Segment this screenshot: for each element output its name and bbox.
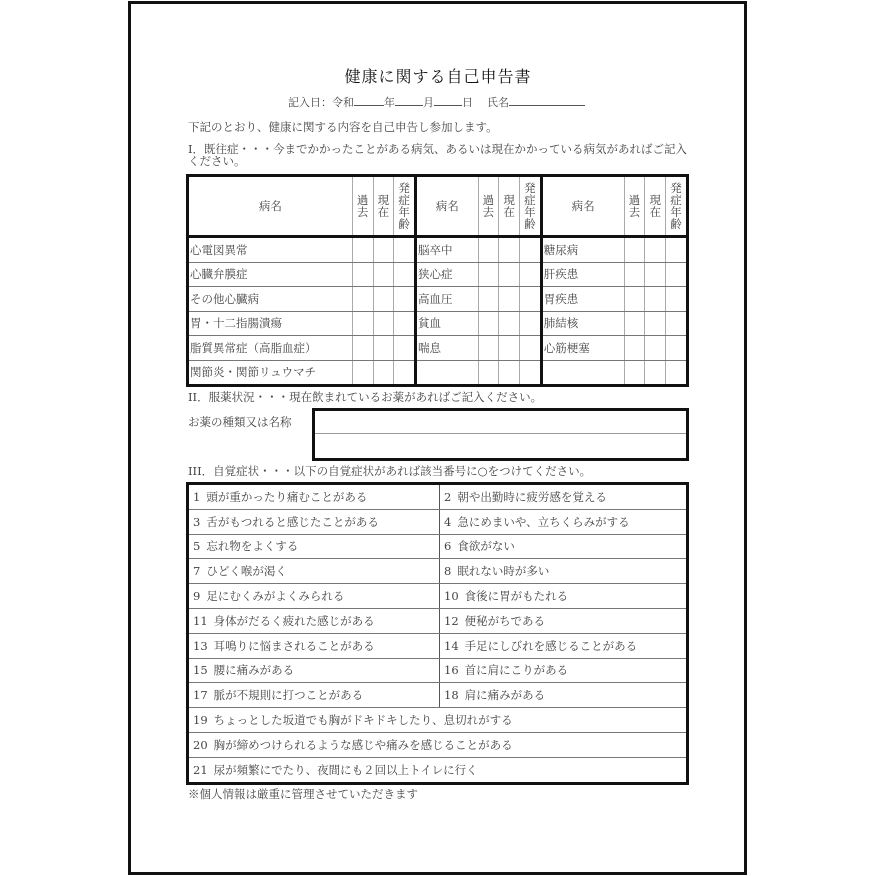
col-onset-age: 発 症 年 齢 <box>394 176 416 237</box>
symptom-number[interactable]: 14 <box>444 638 459 653</box>
table-row <box>188 732 688 757</box>
onset-age-checkbox-cell[interactable] <box>666 237 688 263</box>
medication-field-box <box>312 408 689 461</box>
disease-name-cell: 糖尿病 <box>541 237 624 263</box>
current-checkbox-cell[interactable] <box>499 237 520 263</box>
symptom-item[interactable] <box>188 584 440 609</box>
current-checkbox-cell[interactable] <box>373 360 394 386</box>
onset-age-checkbox-cell[interactable] <box>394 360 416 386</box>
col-onset-age: 発 症 年 齢 <box>519 176 541 237</box>
col-past: 過 去 <box>478 176 499 237</box>
symptom-number[interactable]: 3 <box>193 514 201 529</box>
current-checkbox-cell[interactable] <box>645 262 666 287</box>
past-checkbox-cell[interactable] <box>478 311 499 336</box>
past-checkbox-cell[interactable] <box>352 237 373 263</box>
symptom-item[interactable] <box>188 559 440 584</box>
symptom-text: 忘れ物をよくする <box>206 539 299 554</box>
onset-age-checkbox-cell[interactable] <box>666 311 688 336</box>
symptom-number[interactable]: 4 <box>444 514 452 529</box>
past-checkbox-cell[interactable] <box>352 262 373 287</box>
disease-name-cell: 脂質異常症（高脂血症） <box>188 336 353 361</box>
col-current: 現 在 <box>499 176 520 237</box>
current-checkbox-cell[interactable] <box>373 262 394 287</box>
disease-name-cell <box>541 360 624 386</box>
month-field[interactable] <box>395 95 423 106</box>
symptom-item[interactable] <box>440 584 688 609</box>
symptom-text: 肩に痛みがある <box>464 688 546 703</box>
symptom-item[interactable] <box>188 683 440 708</box>
table-row <box>188 484 688 510</box>
symptom-text: 眠れない時が多い <box>457 564 550 579</box>
symptom-text: 胸が締めつけられるような感じや痛みを感じることがある <box>213 737 513 752</box>
symptom-text: ひどく喉が渇く <box>206 564 287 579</box>
col-past: 過 去 <box>352 176 373 237</box>
col-disease-name: 病名 <box>415 176 478 237</box>
onset-age-checkbox-cell[interactable] <box>519 311 541 336</box>
onset-age-checkbox-cell[interactable] <box>394 287 416 312</box>
current-checkbox-cell[interactable] <box>499 336 520 361</box>
current-checkbox-cell[interactable] <box>373 287 394 312</box>
medical-history-table <box>186 174 689 387</box>
symptom-item[interactable] <box>440 633 688 658</box>
symptom-number[interactable]: 20 <box>193 737 208 752</box>
col-onset-age: 発 症 年 齢 <box>666 176 688 237</box>
year-label: 年 <box>384 96 395 109</box>
disease-name-cell: 肝疾患 <box>541 262 624 287</box>
past-checkbox-cell[interactable] <box>624 287 645 312</box>
document-title: 健康に関する自己申告書 <box>344 67 532 86</box>
onset-age-checkbox-cell[interactable] <box>519 237 541 263</box>
disease-name-cell: 貧血 <box>415 311 478 336</box>
disease-name-cell: 狭心症 <box>415 262 478 287</box>
onset-age-checkbox-cell[interactable] <box>394 336 416 361</box>
date-name-line <box>288 94 585 110</box>
symptom-item[interactable] <box>440 534 688 559</box>
table-row <box>188 757 688 783</box>
current-checkbox-cell[interactable] <box>373 237 394 263</box>
symptom-number[interactable]: 11 <box>193 613 208 628</box>
table-row <box>188 509 688 534</box>
symptom-text: 食欲がない <box>457 539 515 554</box>
symptom-item[interactable] <box>440 559 688 584</box>
table-row <box>188 336 688 361</box>
table-header-row <box>188 176 688 237</box>
disease-name-cell: 高血圧 <box>415 287 478 312</box>
symptom-number[interactable]: 12 <box>444 613 459 628</box>
table-row <box>188 633 688 658</box>
current-checkbox-cell[interactable] <box>499 360 520 386</box>
disease-name-cell: 心電図異常 <box>188 237 353 263</box>
symptom-text: 脈が不規則に打つことがある <box>213 688 364 703</box>
symptom-text: 舌がもつれると感じたことがある <box>206 514 379 529</box>
symptom-item[interactable] <box>188 608 440 633</box>
table-row <box>188 683 688 708</box>
symptom-number[interactable]: 1 <box>193 489 201 504</box>
disease-name-cell: 脳卒中 <box>415 237 478 263</box>
section1-heading: I．既往症・・・今までかかったことがある病気、あるいは現在かかっている病気があればご記入ください。 <box>188 142 688 168</box>
disease-name-cell: 喘息 <box>415 336 478 361</box>
onset-age-checkbox-cell[interactable] <box>394 262 416 287</box>
past-checkbox-cell[interactable] <box>352 287 373 312</box>
table-row <box>188 237 688 263</box>
current-checkbox-cell[interactable] <box>645 287 666 312</box>
current-checkbox-cell[interactable] <box>373 336 394 361</box>
current-checkbox-cell[interactable] <box>499 262 520 287</box>
onset-age-checkbox-cell[interactable] <box>666 360 688 386</box>
symptom-item[interactable] <box>440 484 688 510</box>
current-checkbox-cell[interactable] <box>499 311 520 336</box>
col-disease-name: 病名 <box>541 176 624 237</box>
year-field[interactable] <box>354 95 384 106</box>
disease-name-cell <box>415 360 478 386</box>
symptom-number[interactable]: 16 <box>444 663 459 678</box>
symptom-text: 急にめまいや、立ちくらみがする <box>457 514 630 529</box>
disease-name-cell: 心臓弁膜症 <box>188 262 353 287</box>
symptom-text: ちょっとした坂道でも胸がドキドキしたり、息切れがする <box>213 713 513 728</box>
section2-heading: II．服薬状況・・・現在飲まれているお薬があればご記入ください。 <box>188 390 543 404</box>
past-checkbox-cell[interactable] <box>624 360 645 386</box>
onset-age-checkbox-cell[interactable] <box>519 287 541 312</box>
col-disease-name: 病名 <box>188 176 353 237</box>
current-checkbox-cell[interactable] <box>499 287 520 312</box>
table-row <box>188 311 688 336</box>
symptom-text: 首に肩にこりがある <box>464 663 569 678</box>
table-row <box>188 262 688 287</box>
col-current: 現 在 <box>373 176 394 237</box>
table-row <box>188 608 688 633</box>
symptom-number[interactable]: 21 <box>193 762 208 777</box>
symptom-number[interactable]: 13 <box>193 638 208 653</box>
symptom-number[interactable]: 19 <box>193 713 208 728</box>
symptom-item[interactable] <box>188 658 440 683</box>
symptom-item[interactable] <box>188 509 440 534</box>
symptom-text: 朝や出勤時に疲労感を覚える <box>457 489 607 504</box>
current-checkbox-cell[interactable] <box>645 336 666 361</box>
past-checkbox-cell[interactable] <box>478 360 499 386</box>
symptom-item[interactable] <box>188 708 688 733</box>
symptom-item[interactable] <box>440 683 688 708</box>
symptom-number[interactable]: 9 <box>193 589 201 604</box>
symptom-item[interactable] <box>440 608 688 633</box>
symptoms-table <box>186 482 689 785</box>
symptom-item[interactable] <box>188 732 688 757</box>
symptom-item[interactable] <box>440 658 688 683</box>
symptom-number[interactable]: 7 <box>193 564 201 579</box>
symptom-text: 頭が重かったり痛むことがある <box>206 489 368 504</box>
onset-age-checkbox-cell[interactable] <box>666 262 688 287</box>
table-row <box>188 658 688 683</box>
past-checkbox-cell[interactable] <box>478 262 499 287</box>
past-checkbox-cell[interactable] <box>478 237 499 263</box>
day-field[interactable] <box>434 95 462 106</box>
symptom-text: 腰に痛みがある <box>213 663 295 678</box>
symptom-text: 尿が頻繁にでたり、夜間にも２回以上トイレに行く <box>213 762 478 777</box>
medication-input-2[interactable] <box>315 434 686 458</box>
past-checkbox-cell[interactable] <box>624 311 645 336</box>
name-field[interactable] <box>509 95 585 106</box>
date-label: 記入日：令和 <box>288 96 354 109</box>
past-checkbox-cell[interactable] <box>624 262 645 287</box>
table-row <box>188 708 688 733</box>
disease-name-cell: 胃疾患 <box>541 287 624 312</box>
past-checkbox-cell[interactable] <box>624 336 645 361</box>
section3-heading: III．自覚症状・・・以下の自覚症状があれば該当番号に○をつけてください。 <box>188 464 592 478</box>
symptom-item[interactable] <box>188 534 440 559</box>
symptom-number[interactable]: 18 <box>444 688 459 703</box>
disease-name-cell: 肺結核 <box>541 311 624 336</box>
symptom-item[interactable] <box>188 484 440 510</box>
disease-name-cell: 胃・十二指腸潰瘍 <box>188 311 353 336</box>
past-checkbox-cell[interactable] <box>478 287 499 312</box>
day-label: 日 <box>462 96 473 109</box>
medication-input-1[interactable] <box>315 411 686 434</box>
symptom-text: 便秘がちである <box>464 613 546 628</box>
past-checkbox-cell[interactable] <box>352 311 373 336</box>
symptom-text: 手足にしびれを感じることがある <box>464 638 638 653</box>
col-current: 現 在 <box>645 176 666 237</box>
symptom-number[interactable]: 8 <box>444 564 452 579</box>
onset-age-checkbox-cell[interactable] <box>394 311 416 336</box>
table-row <box>188 360 688 386</box>
disease-name-cell: 関節炎・関節リュウマチ <box>190 365 317 380</box>
current-checkbox-cell[interactable] <box>645 311 666 336</box>
col-past: 過 去 <box>624 176 645 237</box>
onset-age-checkbox-cell[interactable] <box>394 237 416 263</box>
onset-age-checkbox-cell[interactable] <box>519 262 541 287</box>
symptom-text: 身体がだるく疲れた感じがある <box>213 613 375 628</box>
past-checkbox-cell[interactable] <box>352 360 373 386</box>
table-row <box>188 287 688 312</box>
onset-age-checkbox-cell[interactable] <box>666 287 688 312</box>
privacy-footnote: ※個人情報は厳重に管理させていただきます <box>188 787 418 801</box>
symptom-number[interactable]: 6 <box>444 539 452 554</box>
current-checkbox-cell[interactable] <box>373 311 394 336</box>
intro-text: 下記のとおり、健康に関する内容を自己申告し参加します。 <box>188 120 498 134</box>
medication-label: お薬の種類又は名称 <box>188 415 292 429</box>
symptom-item[interactable] <box>188 757 688 783</box>
symptom-item[interactable] <box>188 633 440 658</box>
past-checkbox-cell[interactable] <box>624 237 645 263</box>
past-checkbox-cell[interactable] <box>352 336 373 361</box>
symptom-number[interactable]: 5 <box>193 539 201 554</box>
symptom-number[interactable]: 2 <box>444 489 452 504</box>
onset-age-checkbox-cell[interactable] <box>666 336 688 361</box>
name-label: 氏名 <box>487 96 509 109</box>
symptom-number[interactable]: 15 <box>193 663 208 678</box>
symptom-item[interactable] <box>440 509 688 534</box>
table-row <box>188 559 688 584</box>
symptom-number[interactable]: 17 <box>193 688 208 703</box>
month-label: 月 <box>423 96 434 109</box>
symptom-text: 耳鳴りに悩まされることがある <box>213 638 375 653</box>
current-checkbox-cell[interactable] <box>645 237 666 263</box>
past-checkbox-cell[interactable] <box>478 336 499 361</box>
onset-age-checkbox-cell[interactable] <box>519 360 541 386</box>
disease-name-cell: 心筋梗塞 <box>541 336 624 361</box>
onset-age-checkbox-cell[interactable] <box>519 336 541 361</box>
table-row <box>188 534 688 559</box>
symptom-text: 足にむくみがよくみられる <box>206 589 345 604</box>
disease-name-cell: その他心臓病 <box>188 287 353 312</box>
current-checkbox-cell[interactable] <box>645 360 666 386</box>
symptom-text: 食後に胃がもたれる <box>464 589 569 604</box>
symptom-number[interactable]: 10 <box>444 589 459 604</box>
table-row <box>188 584 688 609</box>
